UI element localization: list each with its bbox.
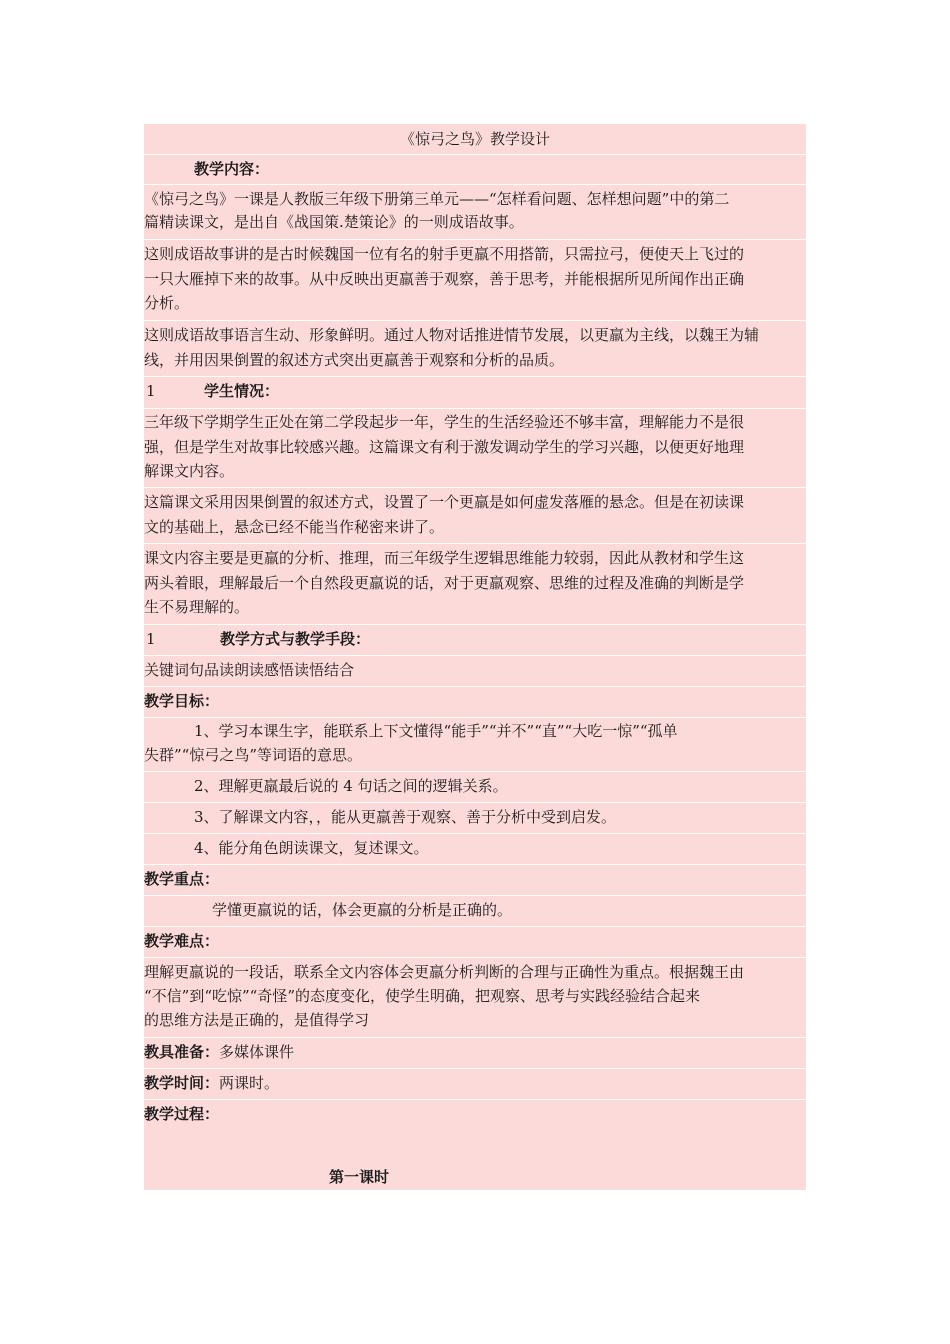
difficulty-heading: 教学难点： [144,932,220,950]
paragraph-line: 这则成语故事语言生动、形象鲜明。通过人物对话推进情节发展，以更羸为主线，以魏王为辅 [144,326,760,344]
paragraph-line: 这则成语故事讲的是古时候魏国一位有名的射手更羸不用搭箭，只需拉弓，便使天上飞过的 [144,245,745,263]
paragraph-line: 的思维方法是正确的，是值得学习 [144,1011,370,1029]
divider [144,1037,806,1038]
tools-label: 教具准备： [144,1043,220,1061]
key-heading: 教学重点： [144,870,220,888]
divider [144,624,806,625]
paragraph-line: 这篇课文采用因果倒置的叙述方式，设置了一个更羸是如何虚发落雁的悬念。但是在初读课 [144,493,745,511]
key-text: 学懂更羸说的话，体会更羸的分析是正确的。 [212,901,513,919]
time-label: 教学时间： [144,1074,220,1092]
divider [144,655,806,656]
divider [144,320,806,321]
document-title: 《惊弓之鸟》教学设计 [399,130,550,148]
goal-item: 1、学习本课生字，能联系上下文懂得“能手”“并不”“直”“大吃一惊”“孤单 [194,722,678,740]
divider [144,864,806,865]
list-number: 1 [146,630,156,648]
divider [144,487,806,488]
content-heading: 教学内容： [194,160,270,178]
paragraph-line: 一只大雁掉下来的故事。从中反映出更羸善于观察，善于思考，并能根据所见所闻作出正确 [144,270,745,288]
divider [144,926,806,927]
methods-text: 关键词句品读朗读感悟读悟结合 [144,661,355,679]
divider [144,239,806,240]
goal-item: 2、理解更羸最后说的 4 句话之间的逻辑关系。 [194,777,508,795]
divider [144,802,806,803]
paragraph-line: 线，并用因果倒置的叙述方式突出更羸善于观察和分析的品质。 [144,351,565,369]
divider [144,1099,806,1100]
tools-value: 多媒体课件 [219,1043,295,1061]
lesson-heading: 第一课时 [329,1168,390,1186]
divider [144,833,806,834]
goals-heading: 教学目标： [144,692,220,710]
paragraph-line: 文的基础上，悬念已经不能当作秘密来讲了。 [144,518,445,536]
divider [144,686,806,687]
divider [144,771,806,772]
tools-row [144,1039,806,1065]
paragraph-line: 两头着眼，理解最后一个自然段更羸说的话，对于更羸观察、思维的过程及准确的判断是学 [144,574,745,592]
time-value: 两课时。 [219,1074,280,1092]
divider [144,184,806,185]
goal-item: 4、能分角色朗读课文，复述课文。 [194,839,429,857]
process-heading: 教学过程： [144,1105,220,1123]
methods-heading: 教学方式与教学手段： [220,630,371,648]
paragraph-line: 理解更羸说的一段话，联系全文内容体会更羸分析判断的合理与正确性为重点。根据魏王由 [144,963,745,981]
paragraph-line: “不信”到“吃惊”“奇怪”的态度变化，使学生明确，把观察、思考与实践经验结合起来 [144,987,701,1005]
document-page [144,124,806,1190]
time-row [144,1070,806,1096]
divider [144,895,806,896]
divider [144,376,806,377]
paragraph-line: 强，但是学生对故事比较感兴趣。这篇课文有利于激发调动学生的学习兴趣，以便更好地理 [144,438,745,456]
divider [144,154,806,155]
students-heading: 学生情况： [204,382,280,400]
paragraph-line: 《惊弓之鸟》一课是人教版三年级下册第三单元——“怎样看问题、怎样想问题”中的第二 [144,190,730,208]
paragraph-line: 三年级下学期学生正处在第二学段起步一年，学生的生活经验还不够丰富，理解能力不是很 [144,413,745,431]
paragraph-line: 生不易理解的。 [144,598,250,616]
paragraph-line: 解课文内容。 [144,462,235,480]
list-number: 1 [146,382,156,400]
paragraph-line: 篇精读课文，是出自《战国策.楚策论》的一则成语故事。 [144,213,524,231]
divider [144,1068,806,1069]
goal-item: 3、了解课文内容，，能从更羸善于观察、善于分析中受到启发。 [194,808,617,826]
goal-item: 失群”“惊弓之鸟”等词语的意思。 [144,746,363,764]
paragraph-line: 分析。 [144,294,190,312]
paragraph-line: 课文内容主要是更羸的分析、推理，而三年级学生逻辑思维能力较弱，因此从教材和学生这 [144,549,745,567]
divider [144,543,806,544]
divider [144,957,806,958]
